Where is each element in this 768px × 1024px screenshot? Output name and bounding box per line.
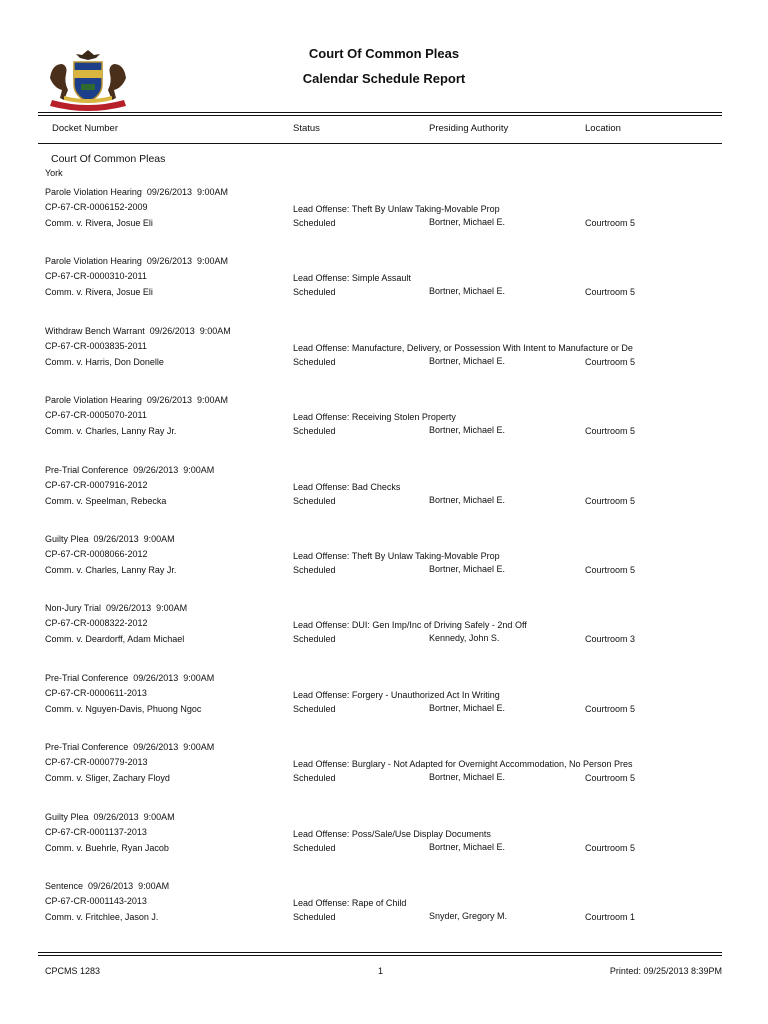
report-title: Calendar Schedule Report xyxy=(302,71,466,86)
entry-type: Non-Jury Trial xyxy=(45,603,102,614)
entry-type: Parole Violation Hearing xyxy=(45,256,142,267)
form-id: CPCMS 1283 xyxy=(45,966,101,976)
entry-case-caption: Comm. v. Rivera, Josue Eli xyxy=(45,287,153,298)
entry-presiding-authority: Bortner, Michael E. xyxy=(429,564,506,574)
entry-date: 09/26/2013 xyxy=(88,881,134,891)
entry-lead-offense: Lead Offense: DUI: Gen Imp/Inc of Driving Safely - 2nd Off xyxy=(293,620,527,631)
footer-rule xyxy=(38,952,722,953)
calendar-entry xyxy=(0,256,768,324)
entry-presiding-authority: Bortner, Michael E. xyxy=(429,217,506,227)
entry-event xyxy=(45,187,228,197)
entry-status: Scheduled xyxy=(293,703,336,714)
entry-status: Scheduled xyxy=(293,565,336,575)
entry-location: Courtroom 5 xyxy=(585,703,636,714)
entry-event xyxy=(45,395,228,405)
calendar-entry xyxy=(0,187,768,255)
entry-date: 09/26/2013 xyxy=(133,672,179,683)
entry-presiding-authority: Bortner, Michael E. xyxy=(429,841,506,852)
entry-docket-number: CP-67-CR-0000611-2013 xyxy=(45,687,147,698)
column-header-docket: Docket Number xyxy=(52,123,118,134)
entry-event xyxy=(45,256,228,266)
entry-time: 9:00AM xyxy=(143,534,175,544)
entry-presiding-authority: Bortner, Michael E. xyxy=(429,494,506,505)
column-header-location: Location xyxy=(585,123,621,134)
entry-lead-offense: Lead Offense: Simple Assault xyxy=(293,273,411,284)
entry-event xyxy=(45,603,187,613)
calendar-entry xyxy=(0,603,768,671)
entry-type: Pre-Trial Conference xyxy=(45,464,129,475)
entry-type: Pre-Trial Conference xyxy=(45,742,129,753)
entry-docket-number: CP-67-CR-0005070-2011 xyxy=(45,410,147,421)
entry-presiding-authority: Bortner, Michael E. xyxy=(429,772,506,783)
entry-date: 09/26/2013 xyxy=(133,464,179,475)
entry-event xyxy=(45,673,214,683)
entry-date: 09/26/2013 xyxy=(146,187,192,197)
calendar-entry xyxy=(0,812,768,880)
entry-type: Guilty Plea xyxy=(45,534,89,544)
entry-lead-offense: Lead Offense: Rape of Child xyxy=(293,898,407,908)
entry-presiding-authority: Kennedy, John S. xyxy=(429,633,500,644)
footer-rule-double xyxy=(38,955,722,956)
entry-location: Courtroom 3 xyxy=(585,634,636,645)
entry-time: 9:00AM xyxy=(196,395,229,406)
entry-lead-offense: Lead Offense: Bad Checks xyxy=(293,481,401,492)
entry-docket-number: CP-67-CR-0007916-2012 xyxy=(45,479,148,490)
entry-event xyxy=(45,812,175,822)
entry-type: Parole Violation Hearing xyxy=(45,187,142,197)
calendar-entry xyxy=(0,534,768,602)
entry-location: Courtroom 5 xyxy=(585,356,636,367)
entry-date: 09/26/2013 xyxy=(146,256,192,267)
entry-case-caption: Comm. v. Charles, Lanny Ray Jr. xyxy=(45,565,177,575)
entry-case-caption: Comm. v. Sliger, Zachary Floyd xyxy=(45,773,170,784)
entry-presiding-authority: Snyder, Gregory M. xyxy=(429,911,508,921)
entry-lead-offense: Lead Offense: Manufacture, Delivery, or Possession With Intent to Manufacture or De xyxy=(293,342,633,353)
entry-time: 9:00AM xyxy=(183,672,215,683)
entry-event xyxy=(45,881,169,891)
entry-status: Scheduled xyxy=(293,773,336,784)
entry-status: Scheduled xyxy=(293,842,336,853)
entry-presiding-authority: Bortner, Michael E. xyxy=(429,355,506,366)
entry-presiding-authority: Bortner, Michael E. xyxy=(429,286,506,297)
entry-type: Guilty Plea xyxy=(45,811,89,822)
entry-time: 9:00AM xyxy=(196,187,229,197)
calendar-entry xyxy=(0,395,768,463)
entry-docket-number: CP-67-CR-0008066-2012 xyxy=(45,549,148,559)
entry-docket-number: CP-67-CR-0006152-2009 xyxy=(45,202,148,212)
entry-case-caption: Comm. v. Rivera, Josue Eli xyxy=(45,218,153,228)
entry-docket-number: CP-67-CR-0001143-2013 xyxy=(45,896,147,906)
header-rule-double xyxy=(38,115,722,116)
entry-time: 9:00AM xyxy=(156,603,188,614)
entry-presiding-authority: Bortner, Michael E. xyxy=(429,425,506,436)
entry-event xyxy=(45,326,231,336)
entry-event xyxy=(45,534,175,544)
entry-location: Courtroom 5 xyxy=(585,773,636,784)
entry-time: 9:00AM xyxy=(183,742,215,753)
entry-status: Scheduled xyxy=(293,495,336,506)
calendar-entry xyxy=(0,673,768,741)
entry-lead-offense: Lead Offense: Forgery - Unauthorized Act In Writing xyxy=(293,689,500,700)
entry-lead-offense: Lead Offense: Burglary - Not Adapted for Overnight Accommodation, No Person Pres xyxy=(293,759,633,770)
entry-date: 09/26/2013 xyxy=(133,742,179,753)
entry-lead-offense: Lead Offense: Poss/Sale/Use Display Documents xyxy=(293,828,491,839)
entry-location: Courtroom 5 xyxy=(585,495,636,506)
entry-date: 09/26/2013 xyxy=(93,811,139,822)
page-number: 1 xyxy=(378,966,384,976)
entry-status: Scheduled xyxy=(293,287,336,298)
entry-time: 9:00AM xyxy=(138,881,170,891)
entry-type: Withdraw Bench Warrant xyxy=(45,325,145,336)
calendar-entry xyxy=(0,881,768,949)
entry-date: 09/26/2013 xyxy=(106,603,152,614)
column-header-status: Status xyxy=(293,123,320,134)
entry-date: 09/26/2013 xyxy=(93,534,139,544)
entry-location: Courtroom 5 xyxy=(585,287,636,298)
region-name: York xyxy=(45,168,63,178)
entry-docket-number: CP-67-CR-0008322-2012 xyxy=(45,618,148,629)
header-rule xyxy=(38,112,722,113)
entry-lead-offense: Lead Offense: Theft By Unlaw Taking-Movable Prop xyxy=(293,204,500,214)
entry-case-caption: Comm. v. Buehrle, Ryan Jacob xyxy=(45,842,169,853)
entry-time: 9:00AM xyxy=(143,811,175,822)
entry-case-caption: Comm. v. Fritchlee, Jason J. xyxy=(45,912,159,922)
entry-case-caption: Comm. v. Deardorff, Adam Michael xyxy=(45,634,185,645)
calendar-entry xyxy=(0,326,768,394)
entry-lead-offense: Lead Offense: Receiving Stolen Property xyxy=(293,412,456,423)
report-court-title: Court Of Common Pleas xyxy=(308,46,460,61)
entry-type: Pre-Trial Conference xyxy=(45,672,129,683)
entry-case-caption: Comm. v. Speelman, Rebecka xyxy=(45,495,167,506)
entry-case-caption: Comm. v. Harris, Don Donelle xyxy=(45,356,164,367)
entry-lead-offense: Lead Offense: Theft By Unlaw Taking-Movable Prop xyxy=(293,551,500,561)
calendar-entry xyxy=(0,742,768,810)
entry-status: Scheduled xyxy=(293,912,336,922)
entry-location: Courtroom 5 xyxy=(585,565,636,575)
entry-status: Scheduled xyxy=(293,426,336,437)
entry-case-caption: Comm. v. Charles, Lanny Ray Jr. xyxy=(45,426,177,437)
entry-event xyxy=(45,465,214,475)
entry-type: Sentence xyxy=(45,881,84,891)
entry-docket-number: CP-67-CR-0001137-2013 xyxy=(45,826,147,837)
column-header-authority: Presiding Authority xyxy=(429,123,509,134)
entry-presiding-authority: Bortner, Michael E. xyxy=(429,702,506,713)
entry-time: 9:00AM xyxy=(196,256,229,267)
calendar-entry xyxy=(0,465,768,533)
entry-time: 9:00AM xyxy=(199,325,231,336)
entry-location: Courtroom 5 xyxy=(585,842,636,853)
printed-timestamp: Printed: 09/25/2013 8:39PM xyxy=(609,966,722,976)
entry-location: Courtroom 5 xyxy=(585,218,636,228)
entry-docket-number: CP-67-CR-0000310-2011 xyxy=(45,271,147,282)
entry-time: 9:00AM xyxy=(183,464,215,475)
entry-case-caption: Comm. v. Nguyen-Davis, Phuong Ngoc xyxy=(45,703,202,714)
entry-docket-number: CP-67-CR-0000779-2013 xyxy=(45,757,148,768)
entry-type: Parole Violation Hearing xyxy=(45,395,142,406)
entry-status: Scheduled xyxy=(293,634,336,645)
court-section-title: Court Of Common Pleas xyxy=(51,153,166,165)
entry-docket-number: CP-67-CR-0003835-2011 xyxy=(45,340,147,351)
entry-status: Scheduled xyxy=(293,218,336,228)
entry-status: Scheduled xyxy=(293,356,336,367)
entry-location: Courtroom 1 xyxy=(585,912,636,922)
columns-rule xyxy=(38,143,722,144)
entry-location: Courtroom 5 xyxy=(585,426,636,437)
entry-date: 09/26/2013 xyxy=(146,395,192,406)
entry-date: 09/26/2013 xyxy=(149,325,195,336)
entry-event xyxy=(45,742,214,752)
